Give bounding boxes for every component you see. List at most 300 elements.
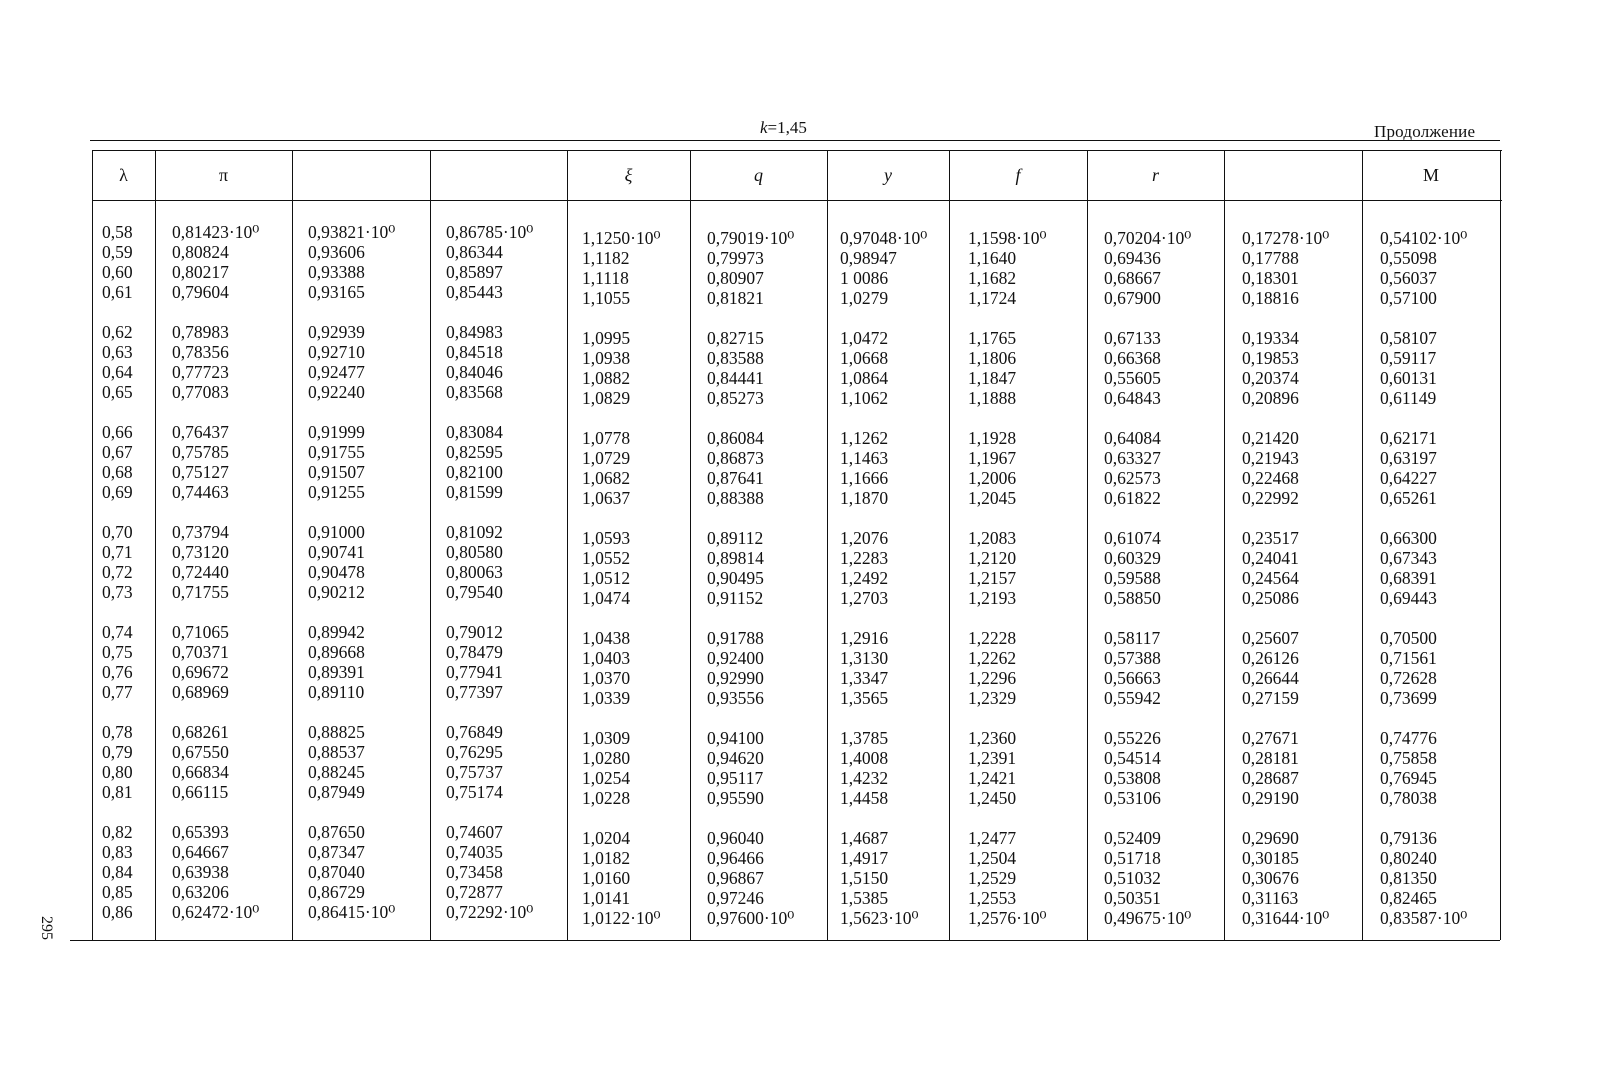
column-header: r <box>1151 164 1159 185</box>
table-cell: 1,0682 <box>582 468 631 488</box>
row-group <box>1104 628 1191 708</box>
row-group <box>1104 528 1191 608</box>
table-cell: 1,4687 <box>840 828 889 848</box>
table-cell: 1,5623·10⁰ <box>840 908 919 928</box>
table-cell: 1,2157 <box>968 568 1017 588</box>
table-cell: 1 0086 <box>840 268 889 288</box>
table-cell: 0,80580 <box>446 542 503 562</box>
table-cell: 0,86785·10⁰ <box>446 222 534 242</box>
table-cell: 0,97246 <box>707 888 764 908</box>
table-cell: 0,64843 <box>1104 388 1161 408</box>
row-group <box>1242 328 1329 408</box>
table-cell: 1,0637 <box>582 488 631 508</box>
table-cell: 0,81599 <box>446 482 503 502</box>
table-cell: 0,58107 <box>1380 328 1437 348</box>
table-cell: 0,78479 <box>446 642 503 662</box>
row-group <box>1380 428 1467 508</box>
table-cell: 1,1055 <box>582 288 631 308</box>
table-cell: 0,88825 <box>308 722 365 742</box>
table-cell: 0,92240 <box>308 382 365 402</box>
table-cell: 0,17278·10⁰ <box>1242 228 1330 248</box>
row-group <box>1380 628 1467 708</box>
table-cell: 0,81 <box>102 782 133 802</box>
table-cell: 0,66368 <box>1104 348 1161 368</box>
table-cell: 0,28181 <box>1242 748 1299 768</box>
row-group <box>968 728 1046 808</box>
table-cell: 0,18816 <box>1242 288 1299 308</box>
row-group <box>308 622 395 702</box>
table-cell: 0,70204·10⁰ <box>1104 228 1192 248</box>
table-cell: 0,80824 <box>172 242 229 262</box>
table-cell: 1,2120 <box>968 548 1017 568</box>
table-cell: 1,4917 <box>840 848 889 868</box>
row-group <box>968 528 1046 608</box>
column-divider <box>1362 150 1363 940</box>
table-cell: 0,77723 <box>172 362 229 382</box>
table-cell: 1,0864 <box>840 368 889 388</box>
table-cell: 0,75127 <box>172 462 229 482</box>
table-cell: 0,59117 <box>1380 348 1437 368</box>
table-cell: 0,73 <box>102 582 133 602</box>
table-cell: 0,58850 <box>1104 588 1161 608</box>
table-cell: 0,89110 <box>308 682 365 702</box>
table-cell: 0,76849 <box>446 722 503 742</box>
table-cell: 0,78983 <box>172 322 229 342</box>
table-column <box>308 222 395 942</box>
table-cell: 0,86729 <box>308 882 365 902</box>
table-cell: 0,51718 <box>1104 848 1161 868</box>
table-cell: 0,25607 <box>1242 628 1299 648</box>
column-divider <box>1224 150 1225 940</box>
table-cell: 0,86344 <box>446 242 503 262</box>
table-cell: 0,61149 <box>1380 388 1437 408</box>
column-divider <box>1087 150 1088 940</box>
row-group <box>1104 728 1191 808</box>
table-cell: 0,84441 <box>707 368 764 388</box>
table-cell: 0,86415·10⁰ <box>308 902 396 922</box>
table-cell: 0,82715 <box>707 328 764 348</box>
table-cell: 0,55226 <box>1104 728 1161 748</box>
table-cell: 0,90212 <box>308 582 365 602</box>
table-cell: 0,68667 <box>1104 268 1161 288</box>
table-cell: 0,21943 <box>1242 448 1299 468</box>
table-cell: 1,2228 <box>968 628 1017 648</box>
table-cell: 1,2553 <box>968 888 1017 908</box>
row-group <box>102 622 133 702</box>
table-cell: 0,95590 <box>707 788 764 808</box>
table-cell: 0,77083 <box>172 382 229 402</box>
row-group <box>968 228 1046 308</box>
row-group <box>707 628 794 708</box>
table-cell: 0,80240 <box>1380 848 1437 868</box>
table-cell: 0,84983 <box>446 322 503 342</box>
table-cell: 0,82100 <box>446 462 503 482</box>
table-cell: 0,19334 <box>1242 328 1299 348</box>
table-cell: 0,75737 <box>446 762 503 782</box>
table-cell: 0,73699 <box>1380 688 1437 708</box>
table-cell: 0,89112 <box>707 528 764 548</box>
table-cell: 0,70 <box>102 522 133 542</box>
table-cell: 0,89942 <box>308 622 365 642</box>
table-cell: 0,76 <box>102 662 133 682</box>
table-cell: 0,91255 <box>308 482 365 502</box>
table-cell: 1,0778 <box>582 428 631 448</box>
column-divider <box>155 150 156 940</box>
table-cell: 0,75 <box>102 642 133 662</box>
table-cell: 0,85273 <box>707 388 764 408</box>
table-cell: 0,67550 <box>172 742 229 762</box>
row-group <box>172 222 259 302</box>
table-cell: 0,79 <box>102 742 133 762</box>
row-group <box>102 422 133 502</box>
table-cell: 0,68969 <box>172 682 229 702</box>
table-cell: 0,91755 <box>308 442 365 462</box>
table-cell: 0,64667 <box>172 842 229 862</box>
table-cell: 1,0882 <box>582 368 631 388</box>
table-cell: 0,67900 <box>1104 288 1161 308</box>
row-group <box>840 528 927 608</box>
row-group <box>446 522 533 602</box>
table-cell: 0,79604 <box>172 282 229 302</box>
row-group <box>172 822 259 922</box>
table-column <box>582 228 660 948</box>
column-divider <box>430 150 431 940</box>
table-cell: 0,86 <box>102 902 133 922</box>
table-cell: 1,0593 <box>582 528 631 548</box>
row-group <box>582 228 660 308</box>
table-cell: 1,1928 <box>968 428 1017 448</box>
table-cell: 0,30185 <box>1242 848 1299 868</box>
table-cell: 0,96040 <box>707 828 764 848</box>
table-cell: 0,24564 <box>1242 568 1299 588</box>
table-cell: 0,93388 <box>308 262 365 282</box>
table-cell: 0,68391 <box>1380 568 1437 588</box>
table-cell: 0,63938 <box>172 862 229 882</box>
table-cell: 0,79136 <box>1380 828 1437 848</box>
table-cell: 1,0309 <box>582 728 631 748</box>
row-group <box>1242 828 1329 928</box>
table-cell: 0,83 <box>102 842 133 862</box>
column-divider <box>92 150 93 940</box>
table-cell: 0,84046 <box>446 362 503 382</box>
row-group <box>1104 428 1191 508</box>
row-group <box>446 222 533 302</box>
table-cell: 1,2477 <box>968 828 1017 848</box>
row-group <box>308 822 395 922</box>
table-cell: 0,81092 <box>446 522 503 542</box>
table-cell: 0,84 <box>102 862 133 882</box>
table-cell: 0,91152 <box>707 588 764 608</box>
table-cell: 0,80907 <box>707 268 764 288</box>
table-cell: 0,70500 <box>1380 628 1437 648</box>
table-cell: 0,75174 <box>446 782 503 802</box>
column-divider <box>827 150 828 940</box>
table-cell: 0,92710 <box>308 342 365 362</box>
table-cell: 1,2492 <box>840 568 889 588</box>
table-cell: 0,31163 <box>1242 888 1299 908</box>
table-cell: 0,26126 <box>1242 648 1299 668</box>
row-group <box>707 828 794 928</box>
table-cell: 0,27671 <box>1242 728 1299 748</box>
row-group <box>102 522 133 602</box>
row-group <box>840 728 927 808</box>
table-cell: 0,49675·10⁰ <box>1104 908 1192 928</box>
table-cell: 1,0204 <box>582 828 631 848</box>
column-header: π <box>218 164 229 185</box>
table-cell: 0,80063 <box>446 562 503 582</box>
table-cell: 0,93606 <box>308 242 365 262</box>
table-cell: 0,67133 <box>1104 328 1161 348</box>
row-group <box>1380 828 1467 928</box>
table-cell: 0,60329 <box>1104 548 1161 568</box>
row-group <box>102 722 133 802</box>
table-cell: 0,31644·10⁰ <box>1242 908 1330 928</box>
continuation-label: Продолжение <box>1374 122 1476 141</box>
table-cell: 0,20896 <box>1242 388 1299 408</box>
row-group <box>1380 228 1467 308</box>
table-cell: 0,66834 <box>172 762 229 782</box>
row-group <box>582 628 660 708</box>
table-cell: 0,63327 <box>1104 448 1161 468</box>
row-group <box>707 428 794 508</box>
table-cell: 1,1262 <box>840 428 889 448</box>
table-cell: 1,1724 <box>968 288 1017 308</box>
column-divider <box>690 150 691 940</box>
column-header: y <box>884 164 892 185</box>
row-group <box>308 322 395 402</box>
row-group <box>1242 228 1329 308</box>
table-cell: 0,74607 <box>446 822 503 842</box>
table-cell: 0,26644 <box>1242 668 1299 688</box>
table-cell: 0,89391 <box>308 662 365 682</box>
table-cell: 0,90495 <box>707 568 764 588</box>
table-cell: 0,88537 <box>308 742 365 762</box>
table-cell: 0,53106 <box>1104 788 1161 808</box>
table-cell: 0,21420 <box>1242 428 1299 448</box>
table-cell: 1,2504 <box>968 848 1017 868</box>
table-cell: 0,55942 <box>1104 688 1161 708</box>
row-group <box>840 228 927 308</box>
table-cell: 0,90478 <box>308 562 365 582</box>
table-cell: 0,71 <box>102 542 133 562</box>
title-k: k <box>760 118 768 137</box>
top-rule <box>90 140 1500 141</box>
table-cell: 1,4458 <box>840 788 889 808</box>
row-group <box>1242 528 1329 608</box>
table-cell: 0,64 <box>102 362 133 382</box>
table-cell: 1,3130 <box>840 648 889 668</box>
page-number: 295 <box>38 916 55 940</box>
table-cell: 0,79012 <box>446 622 503 642</box>
table-cell: 0,78038 <box>1380 788 1437 808</box>
row-group <box>446 422 533 502</box>
table-cell: 0,80 <box>102 762 133 782</box>
table-cell: 0,62573 <box>1104 468 1161 488</box>
table-column <box>840 228 927 948</box>
table-cell: 0,76437 <box>172 422 229 442</box>
table-cell: 0,73794 <box>172 522 229 542</box>
column-header <box>1224 152 1362 198</box>
table-cell: 0,29190 <box>1242 788 1299 808</box>
table-cell: 1,2916 <box>840 628 889 648</box>
table-cell: 0,89814 <box>707 548 764 568</box>
table-cell: 0,93556 <box>707 688 764 708</box>
table-cell: 0,68 <box>102 462 133 482</box>
table-cell: 0,75858 <box>1380 748 1437 768</box>
table-cell: 0,56037 <box>1380 268 1437 288</box>
row-group <box>968 628 1046 708</box>
table-cell: 1,0512 <box>582 568 631 588</box>
table-cell: 0,87641 <box>707 468 764 488</box>
table-column <box>968 228 1046 948</box>
row-group <box>1242 428 1329 508</box>
table-cell: 1,2076 <box>840 528 889 548</box>
table-cell: 1,0729 <box>582 448 631 468</box>
table-cell: 0,62472·10⁰ <box>172 902 260 922</box>
row-group <box>707 528 794 608</box>
row-group <box>1104 228 1191 308</box>
table-cell: 0,23517 <box>1242 528 1299 548</box>
table-cell: 1,0182 <box>582 848 631 868</box>
column-header: f <box>1015 164 1021 185</box>
table-column <box>1242 228 1329 948</box>
table-cell: 0,83587·10⁰ <box>1380 908 1468 928</box>
table-cell: 0,75785 <box>172 442 229 462</box>
table-cell: 0,77397 <box>446 682 503 702</box>
table-cell: 1,1182 <box>582 248 630 268</box>
column-header <box>430 152 567 198</box>
table-cell: 1,0279 <box>840 288 889 308</box>
table-cell: 1,2193 <box>968 588 1017 608</box>
title-value: =1,45 <box>767 118 807 137</box>
table-cell: 0,72628 <box>1380 668 1437 688</box>
row-group <box>1242 728 1329 808</box>
table-cell: 1,1666 <box>840 468 889 488</box>
table-cell: 0,54102·10⁰ <box>1380 228 1468 248</box>
row-group <box>582 728 660 808</box>
table-cell: 1,2529 <box>968 868 1017 888</box>
table-cell: 0,57100 <box>1380 288 1437 308</box>
row-group <box>707 228 794 308</box>
table-cell: 0,87949 <box>308 782 365 802</box>
table-cell: 0,88388 <box>707 488 764 508</box>
table-cell: 1,0228 <box>582 788 631 808</box>
row-group <box>1104 828 1191 928</box>
column-header: ξ <box>624 164 633 185</box>
row-group <box>968 428 1046 508</box>
table-cell: 0,61822 <box>1104 488 1161 508</box>
table-cell: 0,61 <box>102 282 133 302</box>
column-header: M <box>1422 164 1439 185</box>
table-cell: 0,71755 <box>172 582 229 602</box>
table-column <box>1104 228 1191 948</box>
table-cell: 0,64227 <box>1380 468 1437 488</box>
table-cell: 0,66 <box>102 422 133 442</box>
row-group <box>446 822 533 922</box>
table-cell: 0,74 <box>102 622 133 642</box>
table-cell: 0,63206 <box>172 882 229 902</box>
table-cell: 0,59 <box>102 242 133 262</box>
table-cell: 0,22992 <box>1242 488 1299 508</box>
table-cell: 1,1250·10⁰ <box>582 228 661 248</box>
table-cell: 0,66115 <box>172 782 229 802</box>
column-divider <box>292 150 293 940</box>
column-header: q <box>754 164 763 185</box>
row-group <box>840 828 927 928</box>
row-group <box>968 828 1046 928</box>
table-cell: 0,58117 <box>1104 628 1161 648</box>
row-group <box>1104 328 1191 408</box>
column-divider <box>1500 150 1501 940</box>
table-cell: 0,91788 <box>707 628 764 648</box>
row-group <box>582 828 660 928</box>
table-cell: 0,66300 <box>1380 528 1437 548</box>
table-cell: 1,0122·10⁰ <box>582 908 661 928</box>
table-cell: 1,1765 <box>968 328 1017 348</box>
table-cell: 0,83568 <box>446 382 503 402</box>
row-group <box>446 722 533 802</box>
table-cell: 1,0668 <box>840 348 889 368</box>
table-cell: 1,0160 <box>582 868 631 888</box>
table-cell: 0,60131 <box>1380 368 1437 388</box>
table-cell: 0,76295 <box>446 742 503 762</box>
table-cell: 1,5150 <box>840 868 889 888</box>
table-cell: 0,54514 <box>1104 748 1161 768</box>
table-column <box>1380 228 1467 948</box>
table-cell: 0,53808 <box>1104 768 1161 788</box>
table-cell: 0,63 <box>102 342 133 362</box>
table-cell: 0,72 <box>102 562 133 582</box>
table-column <box>446 222 533 942</box>
table-cell: 0,87040 <box>308 862 365 882</box>
table-cell: 0,92939 <box>308 322 365 342</box>
table-cell: 1,1118 <box>582 268 629 288</box>
row-group <box>1242 628 1329 708</box>
table-cell: 0,74463 <box>172 482 229 502</box>
table-cell: 1,2360 <box>968 728 1017 748</box>
row-group <box>1380 728 1467 808</box>
table-cell: 0,65393 <box>172 822 229 842</box>
row-group <box>172 322 259 402</box>
table-column <box>172 222 259 942</box>
table-cell: 0,83588 <box>707 348 764 368</box>
table-cell: 0,73120 <box>172 542 229 562</box>
table-cell: 0,79540 <box>446 582 503 602</box>
table-cell: 1,5385 <box>840 888 889 908</box>
table-cell: 0,90741 <box>308 542 365 562</box>
row-group <box>582 528 660 608</box>
table-cell: 0,59588 <box>1104 568 1161 588</box>
row-group <box>840 428 927 508</box>
table-cell: 0,71065 <box>172 622 229 642</box>
table-cell: 0,81350 <box>1380 868 1437 888</box>
table-cell: 0,69 <box>102 482 133 502</box>
table-cell: 0,30676 <box>1242 868 1299 888</box>
table-cell: 1,1682 <box>968 268 1017 288</box>
table-cell: 0,69672 <box>172 662 229 682</box>
row-group <box>102 322 133 402</box>
table-cell: 0,69436 <box>1104 248 1161 268</box>
row-group <box>707 328 794 408</box>
table-cell: 0,91000 <box>308 522 365 542</box>
table-cell: 0,62 <box>102 322 133 342</box>
table-cell: 0,50351 <box>1104 888 1161 908</box>
table-cell: 0,85897 <box>446 262 503 282</box>
table-cell: 1,0438 <box>582 628 631 648</box>
table-cell: 0,67343 <box>1380 548 1437 568</box>
table-cell: 1,0995 <box>582 328 631 348</box>
table-cell: 1,2045 <box>968 488 1017 508</box>
